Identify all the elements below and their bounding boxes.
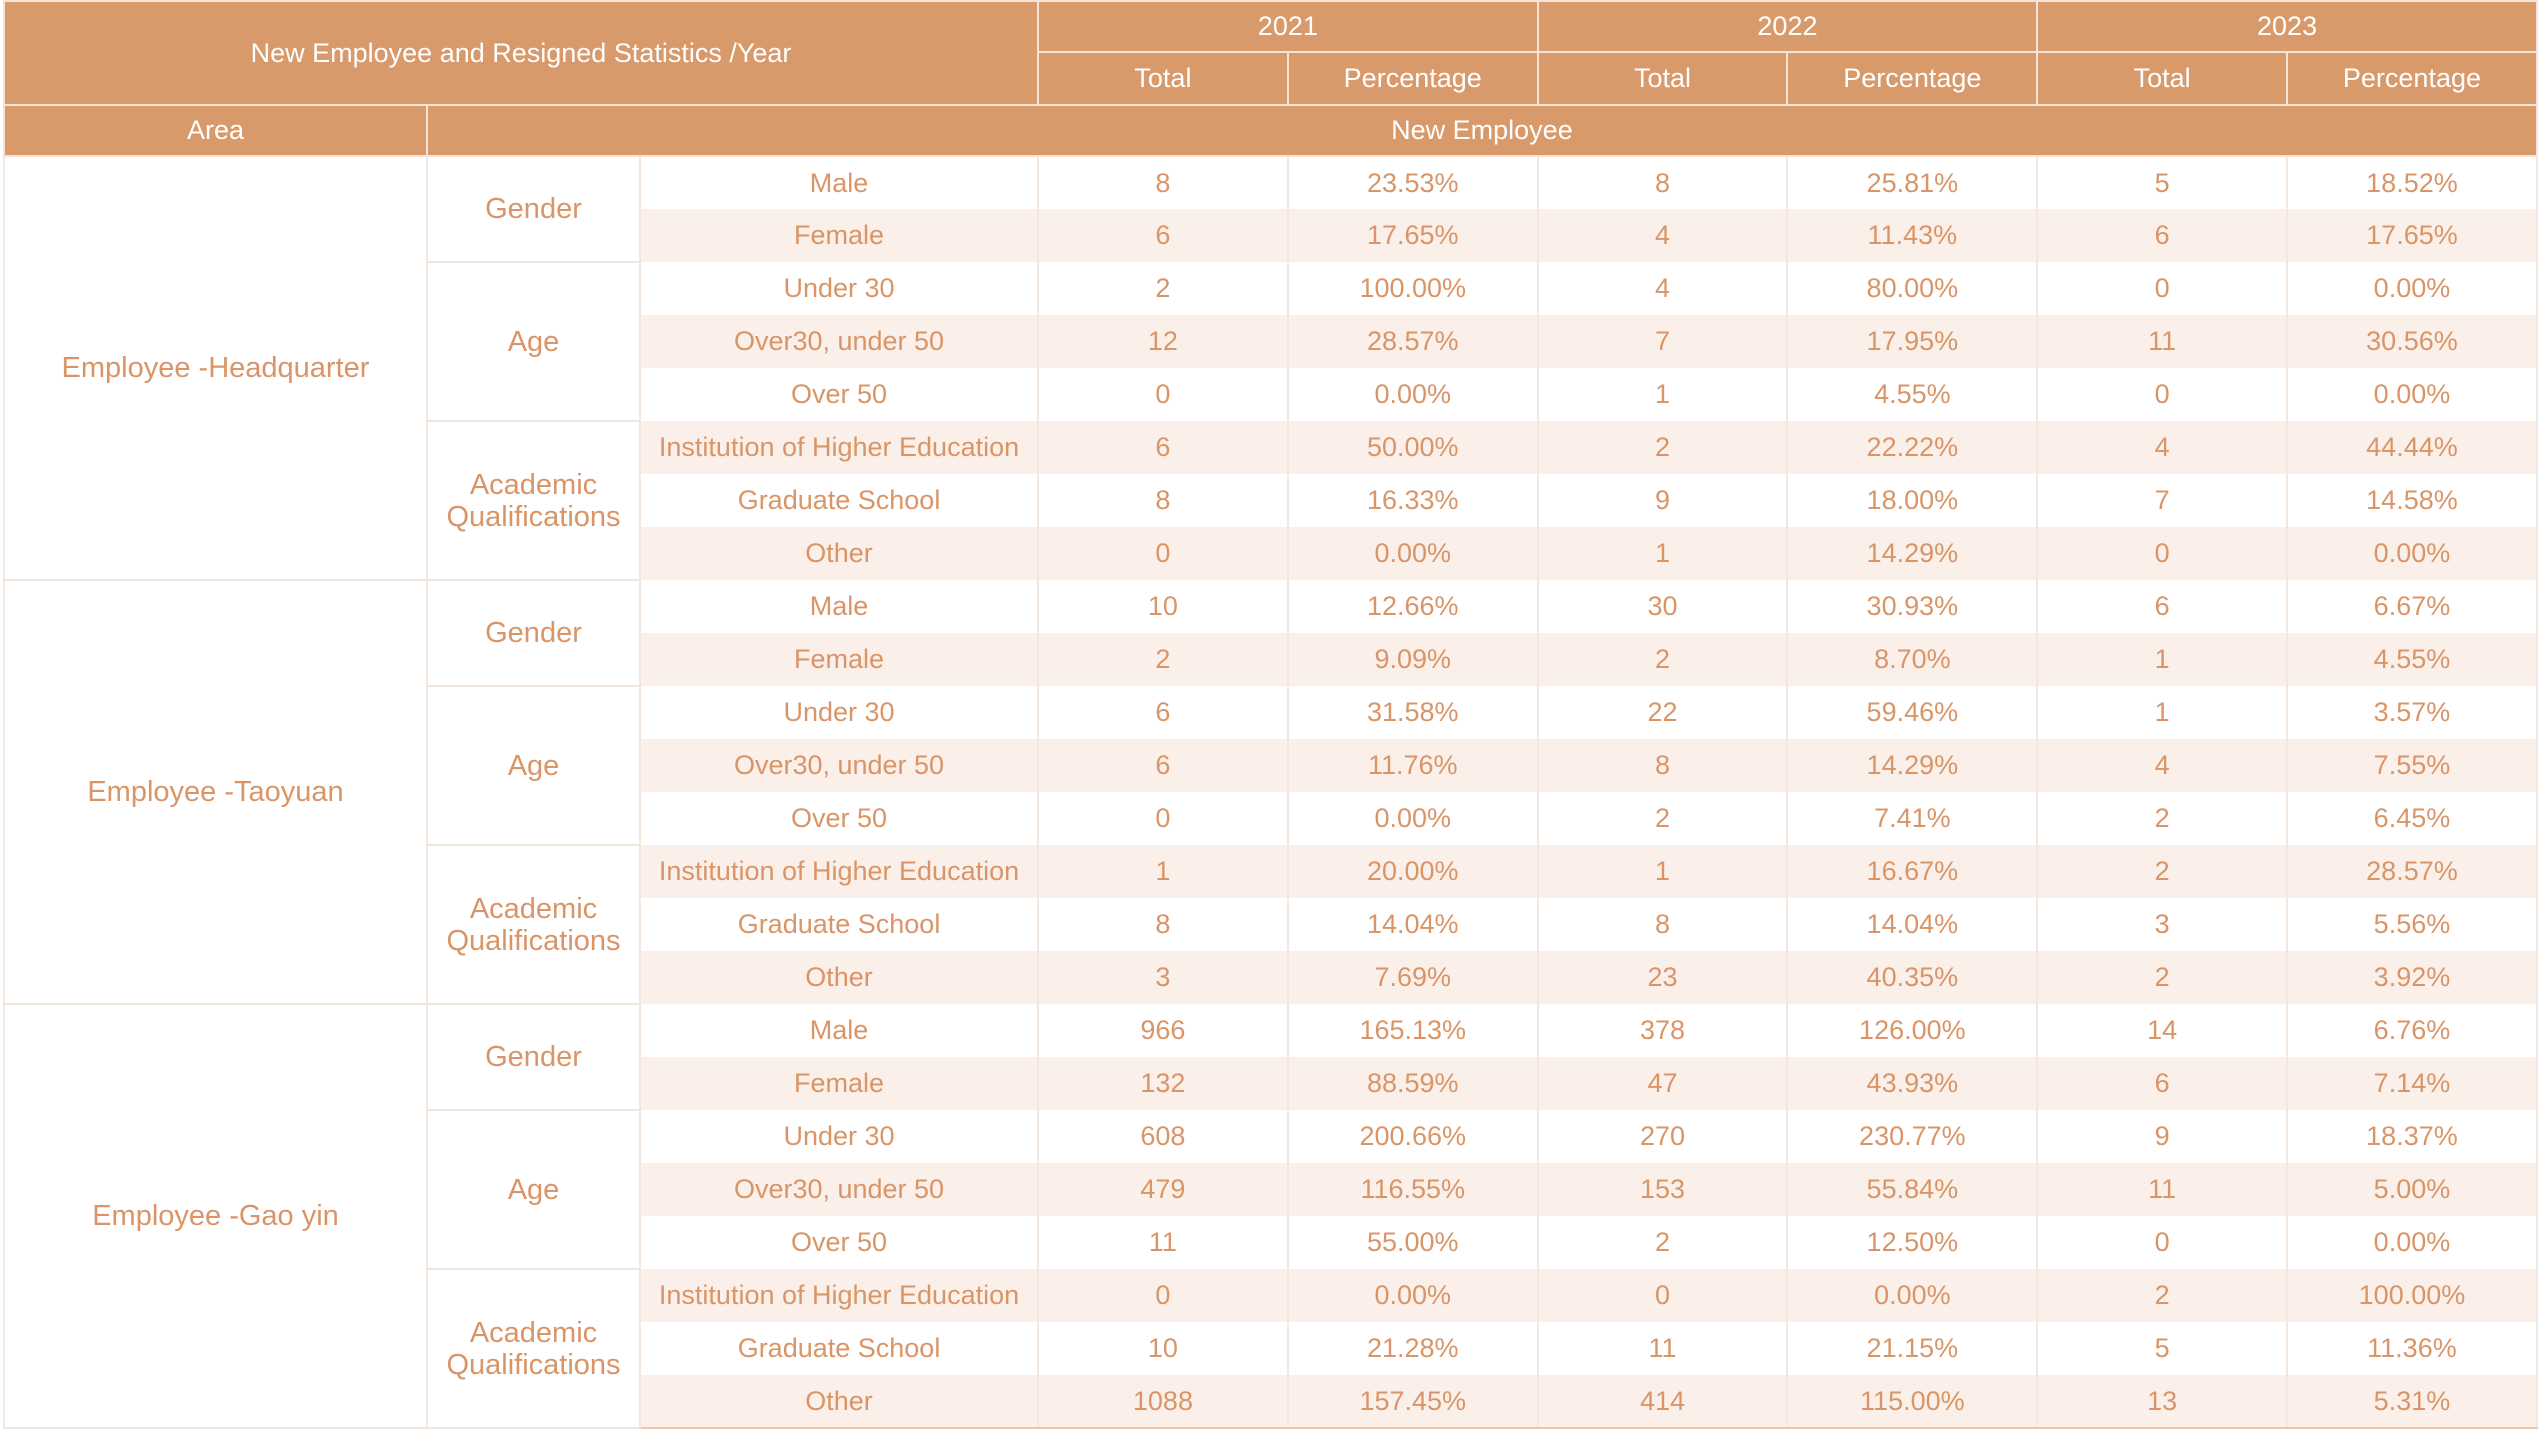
total-cell: 1088	[1038, 1375, 1288, 1428]
percentage-cell: 5.31%	[2287, 1375, 2537, 1428]
percentage-cell: 21.28%	[1288, 1322, 1538, 1375]
percentage-cell: 55.84%	[1787, 1163, 2037, 1216]
percentage-cell: 44.44%	[2287, 421, 2537, 474]
total-cell: 7	[2037, 474, 2287, 527]
percentage-cell: 18.37%	[2287, 1110, 2537, 1163]
percentage-cell: 6.67%	[2287, 580, 2537, 633]
item-label: Over30, under 50	[640, 315, 1038, 368]
total-cell: 8	[1038, 474, 1288, 527]
percentage-cell: 230.77%	[1787, 1110, 2037, 1163]
percentage-cell: 4.55%	[2287, 633, 2537, 686]
total-cell: 8	[1538, 898, 1788, 951]
item-label: Over 50	[640, 368, 1038, 421]
total-cell: 10	[1038, 580, 1288, 633]
group-label: Age	[427, 1110, 640, 1269]
group-label: Age	[427, 686, 640, 845]
percentage-cell: 200.66%	[1288, 1110, 1538, 1163]
total-cell: 2	[2037, 1269, 2287, 1322]
percentage-cell: 59.46%	[1787, 686, 2037, 739]
total-cell: 2	[1038, 262, 1288, 315]
total-cell: 13	[2037, 1375, 2287, 1428]
total-cell: 1	[1538, 527, 1788, 580]
total-cell: 30	[1538, 580, 1788, 633]
total-cell: 2	[2037, 951, 2287, 1004]
section-header: New Employee	[427, 105, 2537, 156]
total-cell: 6	[2037, 580, 2287, 633]
percentage-cell: 18.00%	[1787, 474, 2037, 527]
total-cell: 6	[1038, 421, 1288, 474]
item-label: Graduate School	[640, 474, 1038, 527]
item-label: Under 30	[640, 686, 1038, 739]
year-header-2023: 2023	[2037, 1, 2537, 52]
year-header-2021: 2021	[1038, 1, 1538, 52]
area-label: Employee -Taoyuan	[4, 580, 427, 1004]
percentage-cell: 0.00%	[1787, 1269, 2037, 1322]
item-label: Female	[640, 633, 1038, 686]
percentage-cell: 20.00%	[1288, 845, 1538, 898]
table-body	[4, 156, 2537, 1428]
item-label: Other	[640, 527, 1038, 580]
total-cell: 1	[1038, 845, 1288, 898]
percentage-cell: 50.00%	[1288, 421, 1538, 474]
percentage-cell: 0.00%	[2287, 1216, 2537, 1269]
total-cell: 479	[1038, 1163, 1288, 1216]
group-label: Gender	[427, 580, 640, 686]
percentage-cell: 9.09%	[1288, 633, 1538, 686]
percentage-cell: 7.41%	[1787, 792, 2037, 845]
percentage-cell: 43.93%	[1787, 1057, 2037, 1110]
total-cell: 14	[2037, 1004, 2287, 1057]
item-label: Over 50	[640, 1216, 1038, 1269]
percentage-cell: 0.00%	[2287, 368, 2537, 421]
total-cell: 4	[2037, 739, 2287, 792]
year-header-2022: 2022	[1538, 1, 2038, 52]
percentage-cell: 12.50%	[1787, 1216, 2037, 1269]
item-label: Graduate School	[640, 898, 1038, 951]
table-title: New Employee and Resigned Statistics /Year	[4, 1, 1038, 105]
percentage-cell: 115.00%	[1787, 1375, 2037, 1428]
total-cell: 2	[1538, 421, 1788, 474]
percentage-cell: 18.52%	[2287, 156, 2537, 209]
percentage-cell: 28.57%	[2287, 845, 2537, 898]
percentage-cell: 5.56%	[2287, 898, 2537, 951]
percentage-cell: 31.58%	[1288, 686, 1538, 739]
percentage-cell: 40.35%	[1787, 951, 2037, 1004]
item-label: Other	[640, 951, 1038, 1004]
total-cell: 9	[2037, 1110, 2287, 1163]
percentage-cell: 11.43%	[1787, 209, 2037, 262]
percentage-cell: 3.92%	[2287, 951, 2537, 1004]
item-label: Under 30	[640, 262, 1038, 315]
total-cell: 0	[2037, 262, 2287, 315]
total-cell: 1	[2037, 686, 2287, 739]
percentage-cell: 14.04%	[1787, 898, 2037, 951]
total-cell: 8	[1038, 898, 1288, 951]
table-row	[4, 1004, 2537, 1057]
percentage-cell: 100.00%	[1288, 262, 1538, 315]
total-cell: 11	[2037, 1163, 2287, 1216]
total-cell: 0	[2037, 1216, 2287, 1269]
percentage-cell: 16.67%	[1787, 845, 2037, 898]
total-cell: 47	[1538, 1057, 1788, 1110]
percentage-cell: 23.53%	[1288, 156, 1538, 209]
area-label: Employee -Gao yin	[4, 1004, 427, 1428]
group-label: Age	[427, 262, 640, 421]
percentage-cell: 12.66%	[1288, 580, 1538, 633]
total-cell: 11	[1538, 1322, 1788, 1375]
table-row	[4, 156, 2537, 209]
percentage-cell: 116.55%	[1288, 1163, 1538, 1216]
total-cell: 2	[1538, 792, 1788, 845]
percentage-cell: 6.45%	[2287, 792, 2537, 845]
total-cell: 966	[1038, 1004, 1288, 1057]
total-cell: 6	[2037, 1057, 2287, 1110]
item-label: Institution of Higher Education	[640, 1269, 1038, 1322]
total-cell: 2	[1538, 633, 1788, 686]
total-cell: 132	[1038, 1057, 1288, 1110]
item-label: Institution of Higher Education	[640, 845, 1038, 898]
item-label: Institution of Higher Education	[640, 421, 1038, 474]
total-cell: 2	[2037, 845, 2287, 898]
total-header: Total	[1538, 52, 1788, 105]
percentage-cell: 126.00%	[1787, 1004, 2037, 1057]
total-cell: 2	[1038, 633, 1288, 686]
group-label: Gender	[427, 156, 640, 262]
group-label: Academic Qualifications	[427, 421, 640, 580]
item-label: Over30, under 50	[640, 739, 1038, 792]
percentage-cell: 7.69%	[1288, 951, 1538, 1004]
total-cell: 608	[1038, 1110, 1288, 1163]
percentage-cell: 165.13%	[1288, 1004, 1538, 1057]
percentage-cell: 0.00%	[2287, 527, 2537, 580]
percentage-cell: 7.55%	[2287, 739, 2537, 792]
percentage-cell: 3.57%	[2287, 686, 2537, 739]
percentage-cell: 14.04%	[1288, 898, 1538, 951]
item-label: Over 50	[640, 792, 1038, 845]
percentage-cell: 22.22%	[1787, 421, 2037, 474]
percentage-header: Percentage	[1787, 52, 2037, 105]
total-cell: 6	[2037, 209, 2287, 262]
percentage-cell: 28.57%	[1288, 315, 1538, 368]
percentage-cell: 30.93%	[1787, 580, 2037, 633]
new-employee-statistics-table	[3, 0, 2538, 1429]
total-cell: 1	[1538, 845, 1788, 898]
percentage-cell: 25.81%	[1787, 156, 2037, 209]
total-cell: 378	[1538, 1004, 1788, 1057]
percentage-cell: 157.45%	[1288, 1375, 1538, 1428]
percentage-cell: 17.65%	[1288, 209, 1538, 262]
total-cell: 0	[1538, 1269, 1788, 1322]
area-header: Area	[4, 105, 427, 156]
total-cell: 0	[2037, 527, 2287, 580]
percentage-cell: 17.95%	[1787, 315, 2037, 368]
percentage-cell: 100.00%	[2287, 1269, 2537, 1322]
percentage-cell: 11.36%	[2287, 1322, 2537, 1375]
percentage-cell: 7.14%	[2287, 1057, 2537, 1110]
group-label: Gender	[427, 1004, 640, 1110]
percentage-cell: 14.58%	[2287, 474, 2537, 527]
total-cell: 3	[1038, 951, 1288, 1004]
total-cell: 8	[1538, 739, 1788, 792]
total-cell: 414	[1538, 1375, 1788, 1428]
item-label: Male	[640, 580, 1038, 633]
total-cell: 270	[1538, 1110, 1788, 1163]
total-cell: 4	[1538, 209, 1788, 262]
total-cell: 11	[1038, 1216, 1288, 1269]
total-cell: 5	[2037, 1322, 2287, 1375]
total-cell: 7	[1538, 315, 1788, 368]
item-label: Other	[640, 1375, 1038, 1428]
total-cell: 6	[1038, 739, 1288, 792]
percentage-cell: 6.76%	[2287, 1004, 2537, 1057]
percentage-cell: 8.70%	[1787, 633, 2037, 686]
item-label: Male	[640, 1004, 1038, 1057]
total-cell: 3	[2037, 898, 2287, 951]
total-cell: 2	[1538, 1216, 1788, 1269]
header-row-section	[4, 105, 2537, 156]
percentage-cell: 16.33%	[1288, 474, 1538, 527]
total-cell: 12	[1038, 315, 1288, 368]
percentage-cell: 5.00%	[2287, 1163, 2537, 1216]
total-cell: 153	[1538, 1163, 1788, 1216]
percentage-cell: 11.76%	[1288, 739, 1538, 792]
total-header: Total	[1038, 52, 1288, 105]
total-cell: 10	[1038, 1322, 1288, 1375]
total-cell: 0	[1038, 368, 1288, 421]
percentage-cell: 80.00%	[1787, 262, 2037, 315]
percentage-cell: 55.00%	[1288, 1216, 1538, 1269]
total-cell: 11	[2037, 315, 2287, 368]
total-cell: 6	[1038, 686, 1288, 739]
total-cell: 1	[2037, 633, 2287, 686]
item-label: Female	[640, 1057, 1038, 1110]
total-cell: 23	[1538, 951, 1788, 1004]
total-cell: 0	[2037, 368, 2287, 421]
header-row-years	[4, 1, 2537, 52]
total-cell: 0	[1038, 527, 1288, 580]
total-cell: 9	[1538, 474, 1788, 527]
percentage-header: Percentage	[1288, 52, 1538, 105]
percentage-header: Percentage	[2287, 52, 2537, 105]
total-cell: 0	[1038, 1269, 1288, 1322]
percentage-cell: 0.00%	[1288, 368, 1538, 421]
item-label: Graduate School	[640, 1322, 1038, 1375]
percentage-cell: 0.00%	[1288, 792, 1538, 845]
percentage-cell: 17.65%	[2287, 209, 2537, 262]
total-cell: 0	[1038, 792, 1288, 845]
item-label: Male	[640, 156, 1038, 209]
total-header: Total	[2037, 52, 2287, 105]
statistics-table-container	[3, 0, 2536, 1429]
percentage-cell: 21.15%	[1787, 1322, 2037, 1375]
total-cell: 5	[2037, 156, 2287, 209]
percentage-cell: 14.29%	[1787, 739, 2037, 792]
total-cell: 1	[1538, 368, 1788, 421]
percentage-cell: 30.56%	[2287, 315, 2537, 368]
total-cell: 8	[1538, 156, 1788, 209]
total-cell: 8	[1038, 156, 1288, 209]
percentage-cell: 4.55%	[1787, 368, 2037, 421]
item-label: Female	[640, 209, 1038, 262]
table-row	[4, 580, 2537, 633]
percentage-cell: 0.00%	[1288, 1269, 1538, 1322]
total-cell: 4	[1538, 262, 1788, 315]
total-cell: 6	[1038, 209, 1288, 262]
percentage-cell: 0.00%	[2287, 262, 2537, 315]
total-cell: 2	[2037, 792, 2287, 845]
area-label: Employee -Headquarter	[4, 156, 427, 580]
total-cell: 4	[2037, 421, 2287, 474]
item-label: Over30, under 50	[640, 1163, 1038, 1216]
percentage-cell: 0.00%	[1288, 527, 1538, 580]
item-label: Under 30	[640, 1110, 1038, 1163]
group-label: Academic Qualifications	[427, 1269, 640, 1428]
group-label: Academic Qualifications	[427, 845, 640, 1004]
percentage-cell: 14.29%	[1787, 527, 2037, 580]
percentage-cell: 88.59%	[1288, 1057, 1538, 1110]
total-cell: 22	[1538, 686, 1788, 739]
